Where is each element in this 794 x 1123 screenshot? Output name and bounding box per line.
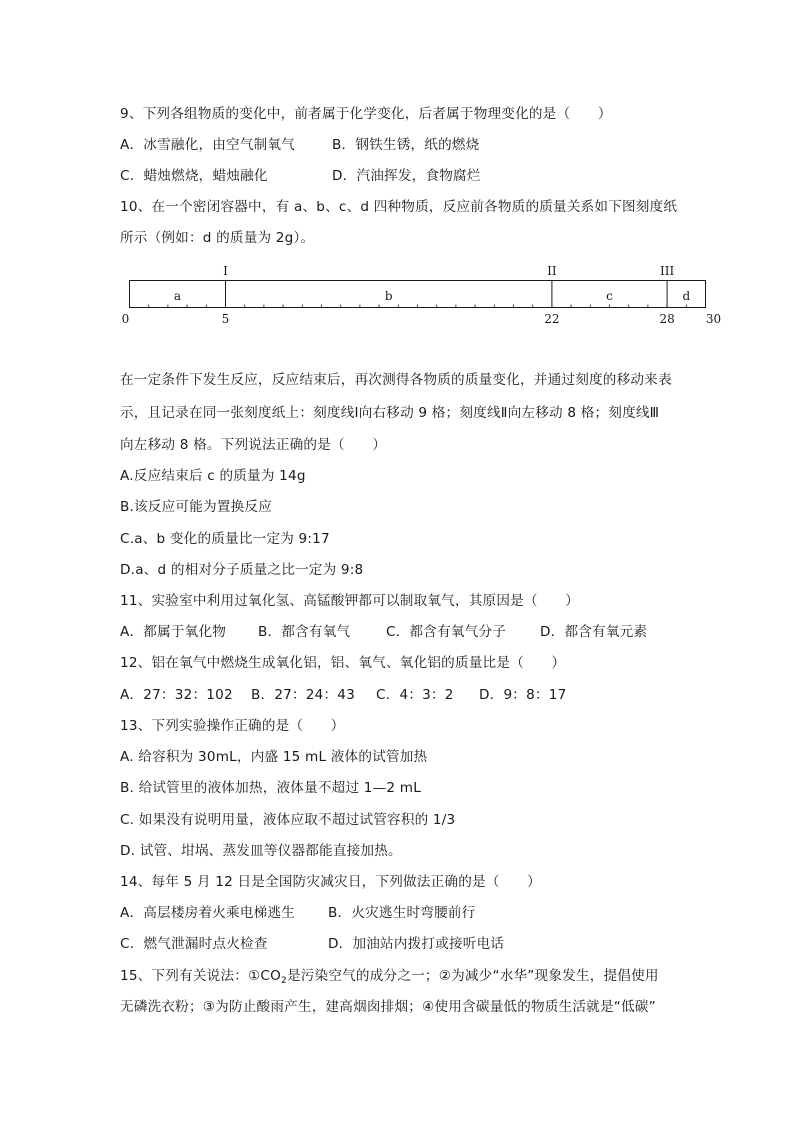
q12-option-d: D．9：8：17: [479, 687, 567, 703]
q14-stem: 14、每年 5 月 12 日是全国防灾减灾日，下列做法正确的是（ ）: [120, 874, 541, 890]
q10-body-line-3: 向左移动 8 格。下列说法正确的是（ ）: [120, 437, 387, 453]
q15-stem-line-2: 无磷洗衣粉；③为防止酸雨产生，建高烟囱排烟；④使用含碳量低的物质生活就是“低碳”: [120, 999, 656, 1015]
q13-option-d: D. 试管、坩埚、蒸发皿等仪器都能直接加热。: [120, 843, 402, 859]
q10-option-b: B.该反应可能为置换反应: [120, 499, 272, 515]
q10-option-c: C.a、b 变化的质量比一定为 9:17: [120, 531, 330, 547]
mark-label-ii: II: [547, 264, 557, 278]
q11-options-row: [120, 622, 647, 642]
q15-stem-post: 是污染空气的成分之一；②为减少“水华”现象发生，提倡使用: [286, 968, 659, 984]
q9-option-d: D．汽油挥发，食物腐烂: [332, 168, 481, 184]
q14-option-a: A．高层楼房着火乘电梯逃生: [120, 905, 296, 921]
tick-label-5: 5: [221, 312, 230, 326]
segment-label-b: b: [384, 289, 393, 303]
q14-option-c: C．燃气泄漏时点火检查: [120, 936, 268, 952]
q13-option-c: C. 如果没有说明用量，液体应取不超过试管容积的 1/3: [120, 812, 456, 828]
segment-label-c: c: [606, 289, 613, 303]
q13-option-a: A. 给容积为 30mL，内盛 15 mL 液体的试管加热: [120, 749, 428, 765]
q11-option-b: B．都含有氧气: [258, 624, 351, 640]
q11-option-d: D．都含有氧元素: [540, 624, 648, 640]
q9-options-row-1: [120, 135, 479, 155]
ruler-diagram: [110, 258, 730, 332]
q14-options-row-2: [120, 934, 504, 954]
q10-option-d: D.a、d 的相对分子质量之比一定为 9:8: [120, 562, 364, 578]
q12-option-b: B．27：24：43: [251, 687, 355, 703]
q9-option-b: B．钢铁生锈，纸的燃烧: [332, 137, 480, 153]
q14-options-row-1: [120, 903, 475, 923]
q12-options-row: [120, 685, 566, 705]
q14-option-d: D．加油站内拨打或接听电话: [328, 936, 505, 952]
q9-stem: 9、下列各组物质的变化中，前者属于化学变化，后者属于物理变化的是（ ）: [120, 106, 612, 122]
q12-option-c: C．4：3：2: [376, 687, 454, 703]
q9-option-c: C．蜡烛燃烧，蜡烛融化: [120, 168, 268, 184]
q15-co2-subscript: 2: [281, 976, 287, 986]
q15-stem-pre: 15、下列有关说法：①CO: [120, 968, 282, 984]
segment-label-d: d: [682, 289, 691, 303]
q15-stem-line-1: [120, 966, 659, 986]
tick-label-30: 30: [705, 312, 722, 326]
q9-options-row-2: [120, 166, 481, 186]
q11-stem: 11、实验室中利用过氧化氢、高锰酸钾都可以制取氧气，其原因是（ ）: [120, 593, 580, 609]
q13-option-b: B. 给试管里的液体加热，液体量不超过 1—2 mL: [120, 780, 422, 796]
q14-option-b: B．火灾逃生时弯腰前行: [328, 905, 476, 921]
mark-label-i: I: [223, 264, 228, 278]
mark-label-iii: III: [659, 264, 675, 278]
q10-option-a: A.反应结束后 c 的质量为 14g: [120, 468, 306, 484]
q10-body-line-2: 示，且记录在同一张刻度纸上：刻度线Ⅰ向右移动 9 格；刻度线Ⅱ向左移动 8 格；刻度线Ⅲ: [120, 405, 660, 421]
q10-body-line-1: 在一定条件下发生反应，反应结束后，再次测得各物质的质量变化，并通过刻度的移动来表: [120, 372, 672, 388]
segment-label-a: a: [173, 289, 182, 303]
mass-scale-ruler: [110, 258, 730, 332]
tick-label-22: 22: [544, 312, 560, 326]
ruler-frame: [130, 281, 706, 308]
q12-option-a: A．27：32：102: [120, 687, 233, 703]
ruler-dividers: [226, 281, 668, 308]
q10-stem-line-2: 所示（例如：d 的质量为 2g）。: [120, 230, 315, 246]
q11-option-a: A．都属于氧化物: [120, 624, 227, 640]
q11-option-c: C．都含有氧气分子: [386, 624, 507, 640]
q13-stem: 13、下列实验操作正确的是（ ）: [120, 718, 345, 734]
tick-label-28: 28: [659, 312, 675, 326]
q10-stem-line-1: 10、在一个密闭容器中，有 a、b、c、d 四种物质，反应前各物质的质量关系如下图刻度纸: [120, 199, 678, 215]
q12-stem: 12、铝在氧气中燃烧生成氧化铝，铝、氧气、氧化铝的质量比是（ ）: [120, 655, 566, 671]
q9-option-a: A．冰雪融化，由空气制氧气: [120, 137, 296, 153]
tick-label-0: 0: [121, 312, 130, 326]
